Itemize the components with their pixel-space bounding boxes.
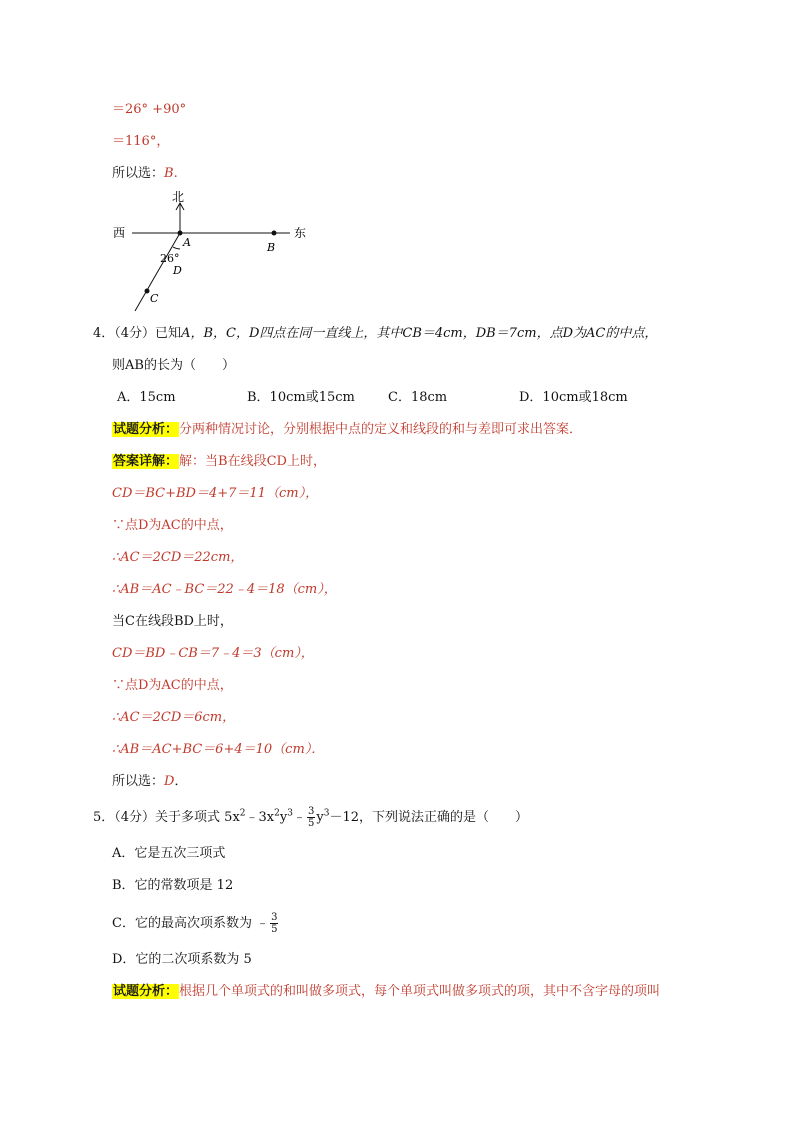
fraction-numerator: 3 — [271, 912, 278, 923]
label-b: B — [267, 241, 276, 254]
stem-part: ﹣3x — [245, 810, 275, 825]
fraction — [307, 806, 315, 829]
stem-part: （4分）关于多项式 5x — [114, 810, 240, 825]
solution-line: ＝26° +90° — [112, 102, 187, 117]
label-east: 东 — [294, 226, 307, 240]
question-number: 4． — [93, 326, 115, 341]
solution-line: ∵点D为AC的中点， — [112, 518, 233, 533]
question-stem: A，B，C，D四点在同一直线上，其中CB＝4cm，DB＝7cm，点D为AC的中点， — [181, 326, 658, 341]
answer-choice-line — [112, 773, 187, 791]
choose-punct: . — [173, 166, 178, 181]
choose-label: 所以选： — [112, 774, 165, 789]
solution-line: 当C在线段BD上时， — [112, 614, 233, 629]
stem-part: －12，下列说法正确的是（ ） — [329, 810, 528, 825]
point-a — [178, 231, 183, 236]
point-b — [272, 231, 277, 236]
fraction-numerator: 3 — [307, 806, 315, 817]
choose-punct: ． — [174, 774, 188, 789]
option-d[interactable]: D．它的二次项系数为 5 — [112, 952, 252, 967]
label-a: A — [183, 236, 191, 249]
fraction-denominator: 5 — [271, 924, 278, 935]
choose-value: B — [164, 166, 174, 181]
question-4-stem — [93, 325, 657, 343]
solution-line: ∴AB＝AC+BC＝6+4＝10（cm）． — [112, 742, 325, 757]
analysis-text: 根据几个单项式的和叫做多项式，每个单项式叫做多项式的项，其中不含字母的项叫 — [179, 984, 661, 999]
solution-line: ∴AB＝AC﹣BC＝22﹣4＝18（cm）， — [112, 582, 337, 597]
option-c-text: C．它的最高次项系数为 ﹣ — [112, 916, 270, 931]
stem-part: ﹣ — [292, 810, 306, 825]
answer-detail-line — [112, 453, 326, 471]
answer-choice-line — [112, 165, 178, 183]
exponent: 2 — [239, 808, 246, 819]
option-a[interactable]: A．15cm — [117, 390, 176, 405]
label-angle: 26° — [160, 252, 180, 265]
option-a[interactable]: A．它是五次三项式 — [112, 846, 226, 861]
choose-label: 所以选： — [112, 166, 165, 181]
analysis-text: 分两种情况讨论，分别根据中点的定义和线段的和与差即可求出答案． — [179, 422, 583, 437]
analysis-line — [112, 421, 582, 439]
solution-line: ∴AC＝2CD＝22cm， — [112, 550, 244, 565]
stem-part: y — [316, 810, 324, 825]
label-west: 西 — [113, 226, 126, 240]
fraction — [270, 912, 278, 935]
exponent: 3 — [323, 808, 330, 819]
analysis-line — [112, 983, 660, 1001]
answer-label: 答案详解： — [113, 454, 179, 469]
solution-line: CD＝BC+BD＝4+7＝11（cm）， — [112, 486, 319, 501]
question-5-stem — [93, 806, 528, 829]
question-number: 5． — [93, 810, 115, 825]
choose-value: D — [164, 774, 175, 789]
option-c[interactable] — [112, 912, 279, 935]
question-score: （4分）已知 — [114, 326, 182, 341]
solution-line: ＝116°， — [112, 134, 170, 149]
analysis-label: 试题分析： — [113, 984, 179, 999]
point-c — [145, 289, 150, 294]
label-d: D — [173, 264, 182, 277]
direction-figure — [100, 185, 330, 315]
question-4-stem-2: 则AB的长为（ ） — [112, 358, 235, 373]
stem-part: y — [279, 810, 288, 825]
analysis-label: 试题分析： — [113, 422, 179, 437]
exponent: 3 — [287, 808, 293, 819]
label-c: C — [150, 292, 159, 305]
option-b[interactable]: B．10cm或15cm — [247, 390, 355, 405]
label-north: 北 — [172, 190, 185, 204]
answer-lead: 解：当B在线段CD上时， — [179, 454, 326, 469]
solution-line: ∵点D为AC的中点， — [112, 678, 233, 693]
angle-arc — [173, 247, 180, 249]
option-c[interactable]: C．18cm — [388, 390, 448, 405]
fraction-denominator: 5 — [307, 818, 315, 829]
option-d[interactable]: D．10cm或18cm — [519, 390, 628, 405]
solution-line: ∴AC＝2CD＝6cm， — [112, 710, 236, 725]
solution-line: CD＝BD﹣CB＝7﹣4＝3（cm）， — [112, 646, 314, 661]
exponent: 2 — [274, 808, 280, 819]
option-b[interactable]: B．它的常数项是 12 — [112, 878, 234, 893]
